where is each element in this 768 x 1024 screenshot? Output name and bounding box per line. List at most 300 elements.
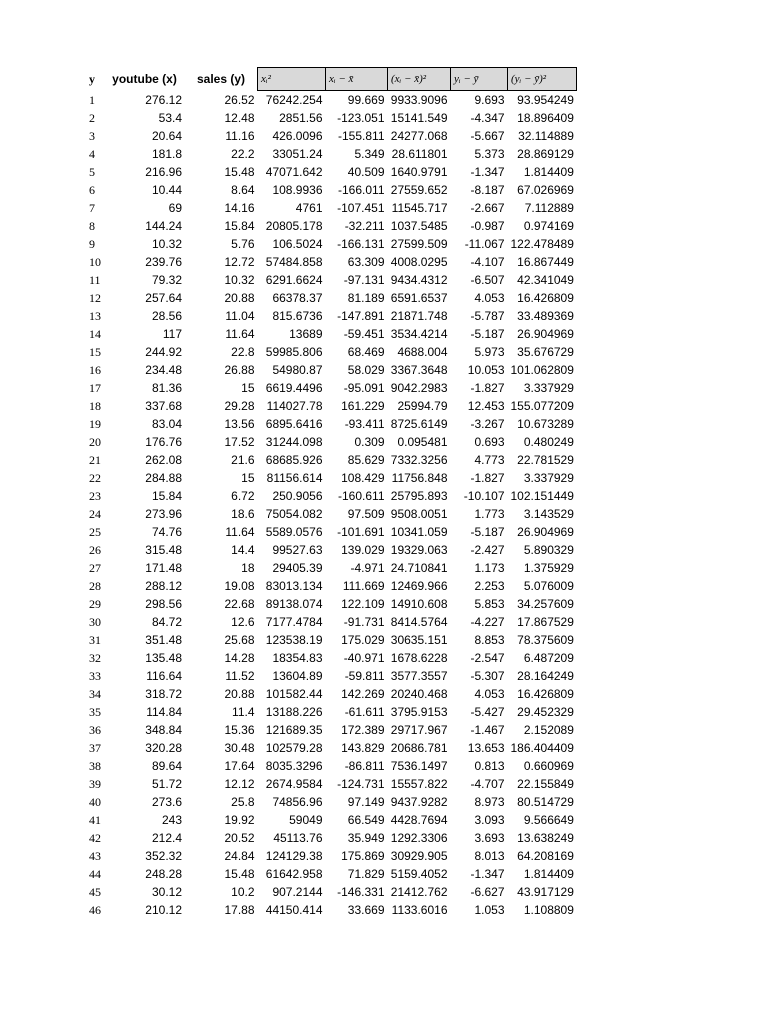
x-squared-cell[interactable]: 57484.858 bbox=[265, 255, 323, 269]
y-deviation-cell[interactable]: 4.773 bbox=[474, 453, 505, 467]
y-deviation-squared-cell[interactable]: 32.114889 bbox=[518, 129, 574, 143]
row-index[interactable]: 17 bbox=[89, 381, 101, 395]
sales-cell[interactable]: 14.16 bbox=[224, 201, 255, 215]
x-squared-cell[interactable]: 13188.226 bbox=[265, 705, 323, 719]
y-deviation-squared-cell[interactable]: 34.257609 bbox=[517, 597, 574, 611]
x-squared-cell[interactable]: 102579.28 bbox=[265, 741, 323, 755]
row-index[interactable]: 36 bbox=[89, 723, 101, 737]
sales-cell[interactable]: 15.48 bbox=[224, 867, 255, 881]
x-deviation-squared-cell[interactable]: 1133.6016 bbox=[391, 903, 448, 917]
y-deviation-cell[interactable]: -1.467 bbox=[470, 723, 505, 737]
x-deviation-squared-cell[interactable]: 24277.068 bbox=[390, 129, 448, 143]
x-squared-cell[interactable]: 68685.926 bbox=[265, 453, 323, 467]
y-deviation-squared-cell[interactable]: 3.337929 bbox=[523, 471, 574, 485]
youtube-cell[interactable]: 135.48 bbox=[145, 651, 182, 665]
row-index[interactable]: 16 bbox=[89, 363, 101, 377]
sales-cell[interactable]: 11.16 bbox=[225, 129, 255, 143]
youtube-cell[interactable]: 348.84 bbox=[145, 723, 182, 737]
sales-cell[interactable]: 13.56 bbox=[224, 417, 255, 431]
sales-cell[interactable]: 22.68 bbox=[224, 597, 255, 611]
y-deviation-cell[interactable]: 2.253 bbox=[474, 579, 505, 593]
sales-cell[interactable]: 17.88 bbox=[224, 903, 255, 917]
x-squared-cell[interactable]: 33051.24 bbox=[272, 147, 323, 161]
y-deviation-cell[interactable]: -2.427 bbox=[470, 543, 505, 557]
youtube-cell[interactable]: 30.12 bbox=[151, 885, 182, 899]
y-deviation-cell[interactable]: -5.187 bbox=[470, 327, 505, 341]
y-deviation-squared-cell[interactable]: 155.077209 bbox=[510, 399, 574, 413]
x-deviation-cell[interactable]: -155.811 bbox=[338, 129, 385, 143]
x-squared-cell[interactable]: 121689.35 bbox=[265, 723, 323, 737]
sales-cell[interactable]: 12.12 bbox=[224, 777, 255, 791]
youtube-cell[interactable]: 351.48 bbox=[145, 633, 182, 647]
x-deviation-squared-cell[interactable]: 27599.509 bbox=[390, 237, 448, 251]
x-deviation-cell[interactable]: -166.131 bbox=[337, 237, 385, 251]
x-squared-cell[interactable]: 2851.56 bbox=[279, 111, 323, 125]
row-index[interactable]: 19 bbox=[89, 417, 101, 431]
sales-cell[interactable]: 22.2 bbox=[231, 147, 255, 161]
x-deviation-cell[interactable]: -40.971 bbox=[343, 651, 385, 665]
y-deviation-squared-cell[interactable]: 16.426809 bbox=[517, 291, 574, 305]
x-deviation-squared-cell[interactable]: 21412.762 bbox=[390, 885, 448, 899]
row-index[interactable]: 43 bbox=[89, 849, 101, 863]
x-deviation-cell[interactable]: -59.811 bbox=[344, 669, 385, 683]
x-squared-cell[interactable]: 61642.958 bbox=[265, 867, 323, 881]
row-index[interactable]: 23 bbox=[89, 489, 101, 503]
y-deviation-squared-cell[interactable]: 3.143529 bbox=[523, 507, 574, 521]
sales-cell[interactable]: 10.2 bbox=[231, 885, 255, 899]
y-deviation-cell[interactable]: 3.693 bbox=[474, 831, 505, 845]
youtube-cell[interactable]: 117 bbox=[162, 327, 182, 341]
sales-cell[interactable]: 18.6 bbox=[231, 507, 255, 521]
y-deviation-cell[interactable]: -3.267 bbox=[470, 417, 505, 431]
x-deviation-cell[interactable]: 81.189 bbox=[347, 291, 385, 305]
x-deviation-cell[interactable]: -91.731 bbox=[343, 615, 385, 629]
youtube-cell[interactable]: 10.44 bbox=[151, 183, 182, 197]
sales-cell[interactable]: 15.48 bbox=[224, 165, 255, 179]
y-deviation-cell[interactable]: 9.693 bbox=[474, 93, 505, 107]
y-deviation-cell[interactable]: 1.773 bbox=[474, 507, 505, 521]
row-index[interactable]: 13 bbox=[89, 309, 101, 323]
x-deviation-squared-cell[interactable]: 6591.6537 bbox=[390, 291, 448, 305]
x-deviation-cell[interactable]: -97.131 bbox=[343, 273, 385, 287]
youtube-cell[interactable]: 116.64 bbox=[146, 669, 182, 683]
row-index[interactable]: 22 bbox=[89, 471, 101, 485]
x-squared-cell[interactable]: 250.9056 bbox=[272, 489, 323, 503]
row-index[interactable]: 40 bbox=[89, 795, 101, 809]
y-deviation-squared-cell[interactable]: 17.867529 bbox=[517, 615, 574, 629]
y-deviation-squared-cell[interactable]: 22.155849 bbox=[517, 777, 574, 791]
x-deviation-cell[interactable]: 58.029 bbox=[347, 363, 385, 377]
x-squared-cell[interactable]: 54980.87 bbox=[272, 363, 323, 377]
y-deviation-squared-cell[interactable]: 5.890329 bbox=[523, 543, 574, 557]
x-squared-cell[interactable]: 59985.806 bbox=[265, 345, 323, 359]
y-deviation-squared-cell[interactable]: 1.108809 bbox=[523, 903, 574, 917]
y-deviation-cell[interactable]: 4.053 bbox=[474, 687, 505, 701]
header-youtube[interactable]: youtube (x) bbox=[112, 72, 177, 86]
x-squared-cell[interactable]: 76242.254 bbox=[265, 93, 323, 107]
x-deviation-squared-cell[interactable]: 7332.3256 bbox=[390, 453, 448, 467]
sales-cell[interactable]: 12.6 bbox=[231, 615, 255, 629]
youtube-cell[interactable]: 273.6 bbox=[151, 795, 182, 809]
youtube-cell[interactable]: 114.84 bbox=[146, 705, 182, 719]
x-deviation-cell[interactable]: 66.549 bbox=[347, 813, 385, 827]
youtube-cell[interactable]: 248.28 bbox=[145, 867, 182, 881]
x-deviation-cell[interactable]: -123.051 bbox=[337, 111, 385, 125]
y-deviation-squared-cell[interactable]: 18.896409 bbox=[517, 111, 574, 125]
row-index[interactable]: 29 bbox=[89, 597, 101, 611]
youtube-cell[interactable]: 15.84 bbox=[151, 489, 182, 503]
y-deviation-cell[interactable]: -1.827 bbox=[470, 471, 505, 485]
x-squared-cell[interactable]: 47071.642 bbox=[265, 165, 323, 179]
x-squared-cell[interactable]: 20805.178 bbox=[265, 219, 323, 233]
x-deviation-cell[interactable]: 142.269 bbox=[341, 687, 385, 701]
x-squared-cell[interactable]: 114027.78 bbox=[266, 399, 323, 413]
row-index[interactable]: 6 bbox=[89, 183, 95, 197]
youtube-cell[interactable]: 337.68 bbox=[145, 399, 182, 413]
y-deviation-cell[interactable]: -1.827 bbox=[470, 381, 505, 395]
x-deviation-cell[interactable]: -166.011 bbox=[338, 183, 385, 197]
x-deviation-cell[interactable]: -107.451 bbox=[337, 201, 385, 215]
row-index[interactable]: 5 bbox=[89, 165, 95, 179]
x-deviation-squared-cell[interactable]: 0.095481 bbox=[397, 435, 448, 449]
y-deviation-cell[interactable]: 10.053 bbox=[467, 363, 505, 377]
sales-cell[interactable]: 12.72 bbox=[224, 255, 255, 269]
y-deviation-cell[interactable]: 13.653 bbox=[467, 741, 505, 755]
sales-cell[interactable]: 26.88 bbox=[224, 363, 255, 377]
sales-cell[interactable]: 5.76 bbox=[231, 237, 255, 251]
x-deviation-squared-cell[interactable]: 3795.9153 bbox=[390, 705, 448, 719]
header-x-squared[interactable]: xᵢ² bbox=[258, 68, 326, 91]
x-deviation-squared-cell[interactable]: 3577.3557 bbox=[390, 669, 448, 683]
x-deviation-squared-cell[interactable]: 19329.063 bbox=[390, 543, 448, 557]
sales-cell[interactable]: 11.64 bbox=[225, 327, 255, 341]
row-index[interactable]: 18 bbox=[89, 399, 101, 413]
sales-cell[interactable]: 6.72 bbox=[231, 489, 255, 503]
x-squared-cell[interactable]: 5589.0576 bbox=[265, 525, 323, 539]
y-deviation-squared-cell[interactable]: 0.480249 bbox=[523, 435, 574, 449]
y-deviation-cell[interactable]: -2.667 bbox=[470, 201, 505, 215]
x-deviation-squared-cell[interactable]: 9508.0051 bbox=[390, 507, 448, 521]
sales-cell[interactable]: 25.68 bbox=[224, 633, 255, 647]
x-deviation-squared-cell[interactable]: 15141.549 bbox=[390, 111, 448, 125]
x-deviation-squared-cell[interactable]: 27559.652 bbox=[390, 183, 448, 197]
x-deviation-cell[interactable]: 139.029 bbox=[341, 543, 385, 557]
x-squared-cell[interactable]: 8035.3296 bbox=[265, 759, 323, 773]
youtube-cell[interactable]: 181.8 bbox=[151, 147, 182, 161]
row-index[interactable]: 28 bbox=[89, 579, 101, 593]
row-index[interactable]: 20 bbox=[89, 435, 101, 449]
row-index[interactable]: 3 bbox=[89, 129, 95, 143]
y-deviation-squared-cell[interactable]: 26.904969 bbox=[517, 327, 574, 341]
row-index[interactable]: 46 bbox=[89, 903, 101, 917]
x-deviation-cell[interactable]: 111.669 bbox=[342, 579, 385, 593]
x-deviation-cell[interactable]: 172.389 bbox=[341, 723, 385, 737]
sales-cell[interactable]: 17.52 bbox=[224, 435, 255, 449]
row-index[interactable]: 45 bbox=[89, 885, 101, 899]
x-squared-cell[interactable]: 99527.63 bbox=[272, 543, 323, 557]
sales-cell[interactable]: 11.52 bbox=[225, 669, 255, 683]
sales-cell[interactable]: 19.08 bbox=[224, 579, 255, 593]
y-deviation-cell[interactable]: -4.347 bbox=[470, 111, 505, 125]
x-deviation-cell[interactable]: 85.629 bbox=[347, 453, 385, 467]
x-deviation-cell[interactable]: -146.331 bbox=[337, 885, 385, 899]
x-squared-cell[interactable]: 44150.414 bbox=[265, 903, 323, 917]
x-deviation-cell[interactable]: -147.891 bbox=[337, 309, 385, 323]
y-deviation-squared-cell[interactable]: 16.867449 bbox=[517, 255, 574, 269]
row-index[interactable]: 21 bbox=[89, 453, 101, 467]
x-deviation-squared-cell[interactable]: 9437.9282 bbox=[390, 795, 448, 809]
row-index[interactable]: 42 bbox=[89, 831, 101, 845]
y-deviation-squared-cell[interactable]: 3.337929 bbox=[523, 381, 574, 395]
x-deviation-cell[interactable]: 99.669 bbox=[347, 93, 385, 107]
youtube-cell[interactable]: 74.76 bbox=[151, 525, 182, 539]
row-index[interactable]: 10 bbox=[89, 255, 101, 269]
header-index[interactable]: y bbox=[89, 72, 95, 86]
x-deviation-cell[interactable]: 35.949 bbox=[347, 831, 385, 845]
row-index[interactable]: 44 bbox=[89, 867, 101, 881]
y-deviation-squared-cell[interactable]: 35.676729 bbox=[517, 345, 574, 359]
row-index[interactable]: 33 bbox=[89, 669, 101, 683]
x-deviation-cell[interactable]: 68.469 bbox=[347, 345, 385, 359]
y-deviation-cell[interactable]: 0.813 bbox=[474, 759, 505, 773]
row-index[interactable]: 27 bbox=[89, 561, 101, 575]
sales-cell[interactable]: 25.8 bbox=[231, 795, 255, 809]
sales-cell[interactable]: 14.4 bbox=[231, 543, 255, 557]
x-squared-cell[interactable]: 75054.082 bbox=[265, 507, 323, 521]
y-deviation-cell[interactable]: 5.373 bbox=[474, 147, 505, 161]
y-deviation-cell[interactable]: 4.053 bbox=[474, 291, 505, 305]
sales-cell[interactable]: 30.48 bbox=[224, 741, 255, 755]
x-squared-cell[interactable]: 59049 bbox=[289, 813, 323, 827]
y-deviation-squared-cell[interactable]: 102.151449 bbox=[510, 489, 574, 503]
x-squared-cell[interactable]: 29405.39 bbox=[272, 561, 323, 575]
x-squared-cell[interactable]: 89138.074 bbox=[265, 597, 323, 611]
youtube-cell[interactable]: 257.64 bbox=[145, 291, 182, 305]
youtube-cell[interactable]: 176.76 bbox=[145, 435, 182, 449]
y-deviation-cell[interactable]: 8.973 bbox=[474, 795, 505, 809]
sales-cell[interactable]: 20.88 bbox=[224, 687, 255, 701]
y-deviation-cell[interactable]: -5.787 bbox=[470, 309, 505, 323]
x-deviation-squared-cell[interactable]: 28.611801 bbox=[391, 147, 448, 161]
y-deviation-squared-cell[interactable]: 101.062809 bbox=[510, 363, 574, 377]
y-deviation-cell[interactable]: 8.853 bbox=[474, 633, 505, 647]
y-deviation-cell[interactable]: 5.853 bbox=[474, 597, 505, 611]
x-deviation-cell[interactable]: -32.211 bbox=[344, 219, 385, 233]
x-deviation-cell[interactable]: 5.349 bbox=[354, 147, 385, 161]
x-deviation-cell[interactable]: 71.829 bbox=[347, 867, 385, 881]
x-squared-cell[interactable]: 31244.098 bbox=[265, 435, 323, 449]
x-deviation-squared-cell[interactable]: 20686.781 bbox=[390, 741, 448, 755]
x-squared-cell[interactable]: 83013.134 bbox=[265, 579, 323, 593]
x-squared-cell[interactable]: 123538.19 bbox=[265, 633, 323, 647]
header-x-deviation-squared[interactable]: (xᵢ − x̄)² bbox=[388, 68, 451, 91]
youtube-cell[interactable]: 10.32 bbox=[151, 237, 182, 251]
x-deviation-cell[interactable]: 97.149 bbox=[347, 795, 385, 809]
x-deviation-squared-cell[interactable]: 9434.4312 bbox=[390, 273, 448, 287]
youtube-cell[interactable]: 28.56 bbox=[151, 309, 182, 323]
sales-cell[interactable]: 22.8 bbox=[231, 345, 255, 359]
x-deviation-squared-cell[interactable]: 25795.893 bbox=[390, 489, 448, 503]
y-deviation-squared-cell[interactable]: 0.660969 bbox=[523, 759, 574, 773]
row-index[interactable]: 26 bbox=[89, 543, 101, 557]
y-deviation-cell[interactable]: -10.107 bbox=[463, 489, 505, 503]
youtube-cell[interactable]: 89.64 bbox=[151, 759, 182, 773]
x-squared-cell[interactable]: 6619.4496 bbox=[265, 381, 323, 395]
header-x-deviation[interactable]: xᵢ − x̄ bbox=[326, 68, 388, 91]
youtube-cell[interactable]: 53.4 bbox=[158, 111, 182, 125]
x-squared-cell[interactable]: 4761 bbox=[295, 201, 323, 215]
x-deviation-squared-cell[interactable]: 12469.966 bbox=[390, 579, 448, 593]
youtube-cell[interactable]: 262.08 bbox=[145, 453, 182, 467]
sales-cell[interactable]: 15 bbox=[241, 471, 255, 485]
x-deviation-squared-cell[interactable]: 7536.1497 bbox=[390, 759, 448, 773]
youtube-cell[interactable]: 239.76 bbox=[145, 255, 182, 269]
y-deviation-squared-cell[interactable]: 0.974169 bbox=[523, 219, 574, 233]
x-deviation-cell[interactable]: -95.091 bbox=[343, 381, 385, 395]
youtube-cell[interactable]: 273.96 bbox=[145, 507, 182, 521]
x-squared-cell[interactable]: 18354.83 bbox=[272, 651, 323, 665]
x-deviation-cell[interactable]: -61.611 bbox=[344, 705, 385, 719]
row-index[interactable]: 9 bbox=[89, 237, 95, 251]
x-deviation-cell[interactable]: -86.811 bbox=[344, 759, 385, 773]
header-y-deviation[interactable]: yᵢ − ȳ bbox=[451, 68, 508, 91]
youtube-cell[interactable]: 352.32 bbox=[145, 849, 182, 863]
y-deviation-cell[interactable]: 0.693 bbox=[474, 435, 505, 449]
youtube-cell[interactable]: 298.56 bbox=[145, 597, 182, 611]
sales-cell[interactable]: 15 bbox=[241, 381, 255, 395]
youtube-cell[interactable]: 171.48 bbox=[145, 561, 182, 575]
sales-cell[interactable]: 15.84 bbox=[224, 219, 255, 233]
y-deviation-squared-cell[interactable]: 29.452329 bbox=[517, 705, 574, 719]
y-deviation-cell[interactable]: -4.707 bbox=[470, 777, 505, 791]
x-deviation-squared-cell[interactable]: 5159.4052 bbox=[390, 867, 448, 881]
y-deviation-cell[interactable]: -4.227 bbox=[470, 615, 505, 629]
y-deviation-cell[interactable]: 12.453 bbox=[467, 399, 505, 413]
x-squared-cell[interactable]: 907.2144 bbox=[272, 885, 323, 899]
youtube-cell[interactable]: 144.24 bbox=[145, 219, 182, 233]
sales-cell[interactable]: 11.64 bbox=[225, 525, 255, 539]
y-deviation-squared-cell[interactable]: 122.478489 bbox=[510, 237, 574, 251]
sales-cell[interactable]: 17.64 bbox=[224, 759, 255, 773]
row-index[interactable]: 2 bbox=[89, 111, 95, 125]
x-deviation-cell[interactable]: 175.869 bbox=[341, 849, 385, 863]
youtube-cell[interactable]: 243 bbox=[161, 813, 182, 827]
y-deviation-squared-cell[interactable]: 10.673289 bbox=[517, 417, 574, 431]
row-index[interactable]: 38 bbox=[89, 759, 101, 773]
y-deviation-squared-cell[interactable]: 22.781529 bbox=[517, 453, 574, 467]
x-deviation-cell[interactable]: -59.451 bbox=[343, 327, 385, 341]
sales-cell[interactable]: 10.32 bbox=[224, 273, 255, 287]
y-deviation-squared-cell[interactable]: 16.426809 bbox=[517, 687, 574, 701]
x-deviation-squared-cell[interactable]: 9933.9096 bbox=[390, 93, 448, 107]
y-deviation-squared-cell[interactable]: 33.489369 bbox=[517, 309, 574, 323]
header-y-deviation-squared[interactable]: (yᵢ − ȳ)² bbox=[508, 68, 577, 91]
x-squared-cell[interactable]: 106.5024 bbox=[272, 237, 323, 251]
x-deviation-squared-cell[interactable]: 20240.468 bbox=[390, 687, 448, 701]
row-index[interactable]: 34 bbox=[89, 687, 101, 701]
y-deviation-squared-cell[interactable]: 6.487209 bbox=[523, 651, 574, 665]
x-deviation-squared-cell[interactable]: 15557.822 bbox=[390, 777, 448, 791]
header-sales[interactable]: sales (y) bbox=[196, 72, 246, 86]
x-deviation-cell[interactable]: 143.829 bbox=[341, 741, 385, 755]
x-squared-cell[interactable]: 7177.4784 bbox=[265, 615, 323, 629]
y-deviation-cell[interactable]: -6.507 bbox=[470, 273, 505, 287]
youtube-cell[interactable]: 320.28 bbox=[145, 741, 182, 755]
x-squared-cell[interactable]: 66378.37 bbox=[272, 291, 323, 305]
x-deviation-cell[interactable]: -160.611 bbox=[338, 489, 385, 503]
x-squared-cell[interactable]: 815.6736 bbox=[272, 309, 323, 323]
x-deviation-squared-cell[interactable]: 11756.848 bbox=[391, 471, 448, 485]
row-index[interactable]: 14 bbox=[89, 327, 101, 341]
x-deviation-squared-cell[interactable]: 1678.6228 bbox=[390, 651, 448, 665]
y-deviation-squared-cell[interactable]: 67.026969 bbox=[517, 183, 574, 197]
sales-cell[interactable]: 24.84 bbox=[224, 849, 255, 863]
y-deviation-cell[interactable]: -5.307 bbox=[470, 669, 505, 683]
y-deviation-cell[interactable]: -5.187 bbox=[470, 525, 505, 539]
y-deviation-cell[interactable]: -11.067 bbox=[464, 237, 505, 251]
x-deviation-squared-cell[interactable]: 4688.004 bbox=[397, 345, 448, 359]
x-deviation-squared-cell[interactable]: 1292.3306 bbox=[390, 831, 448, 845]
x-deviation-squared-cell[interactable]: 14910.608 bbox=[390, 597, 448, 611]
sales-cell[interactable]: 11.4 bbox=[232, 705, 255, 719]
row-index[interactable]: 39 bbox=[89, 777, 101, 791]
youtube-cell[interactable]: 210.12 bbox=[145, 903, 182, 917]
sales-cell[interactable]: 12.48 bbox=[224, 111, 255, 125]
row-index[interactable]: 32 bbox=[89, 651, 101, 665]
x-deviation-squared-cell[interactable]: 11545.717 bbox=[391, 201, 448, 215]
x-deviation-squared-cell[interactable]: 1037.5485 bbox=[390, 219, 448, 233]
sales-cell[interactable]: 14.28 bbox=[224, 651, 255, 665]
y-deviation-squared-cell[interactable]: 64.208169 bbox=[517, 849, 574, 863]
y-deviation-squared-cell[interactable]: 78.375609 bbox=[517, 633, 574, 647]
sales-cell[interactable]: 11.04 bbox=[225, 309, 255, 323]
row-index[interactable]: 8 bbox=[89, 219, 95, 233]
youtube-cell[interactable]: 79.32 bbox=[151, 273, 182, 287]
x-squared-cell[interactable]: 45113.76 bbox=[273, 831, 323, 845]
sales-cell[interactable]: 18 bbox=[241, 561, 255, 575]
row-index[interactable]: 15 bbox=[89, 345, 101, 359]
x-deviation-squared-cell[interactable]: 24.710841 bbox=[390, 561, 448, 575]
x-deviation-cell[interactable]: 122.109 bbox=[341, 597, 385, 611]
row-index[interactable]: 4 bbox=[89, 147, 95, 161]
x-squared-cell[interactable]: 426.0096 bbox=[272, 129, 323, 143]
x-squared-cell[interactable]: 101582.44 bbox=[265, 687, 323, 701]
youtube-cell[interactable]: 315.48 bbox=[145, 543, 182, 557]
y-deviation-squared-cell[interactable]: 186.404409 bbox=[510, 741, 574, 755]
y-deviation-squared-cell[interactable]: 9.566649 bbox=[523, 813, 574, 827]
x-squared-cell[interactable]: 108.9936 bbox=[272, 183, 323, 197]
y-deviation-squared-cell[interactable]: 26.904969 bbox=[517, 525, 574, 539]
row-index[interactable]: 31 bbox=[89, 633, 101, 647]
y-deviation-cell[interactable]: 5.973 bbox=[474, 345, 505, 359]
y-deviation-squared-cell[interactable]: 1.375929 bbox=[523, 561, 574, 575]
x-deviation-squared-cell[interactable]: 4428.7694 bbox=[390, 813, 448, 827]
x-squared-cell[interactable]: 74856.96 bbox=[272, 795, 323, 809]
x-deviation-squared-cell[interactable]: 25994.79 bbox=[397, 399, 448, 413]
y-deviation-cell[interactable]: -2.547 bbox=[470, 651, 505, 665]
y-deviation-cell[interactable]: -8.187 bbox=[470, 183, 505, 197]
youtube-cell[interactable]: 20.64 bbox=[151, 129, 182, 143]
y-deviation-cell[interactable]: -1.347 bbox=[470, 867, 505, 881]
sales-cell[interactable]: 29.28 bbox=[224, 399, 255, 413]
x-deviation-cell[interactable]: 97.509 bbox=[347, 507, 385, 521]
youtube-cell[interactable]: 216.96 bbox=[145, 165, 182, 179]
x-deviation-cell[interactable]: 63.309 bbox=[347, 255, 385, 269]
y-deviation-squared-cell[interactable]: 80.514729 bbox=[517, 795, 574, 809]
y-deviation-cell[interactable]: 1.053 bbox=[474, 903, 505, 917]
x-deviation-squared-cell[interactable]: 21871.748 bbox=[390, 309, 448, 323]
sales-cell[interactable]: 20.52 bbox=[224, 831, 255, 845]
